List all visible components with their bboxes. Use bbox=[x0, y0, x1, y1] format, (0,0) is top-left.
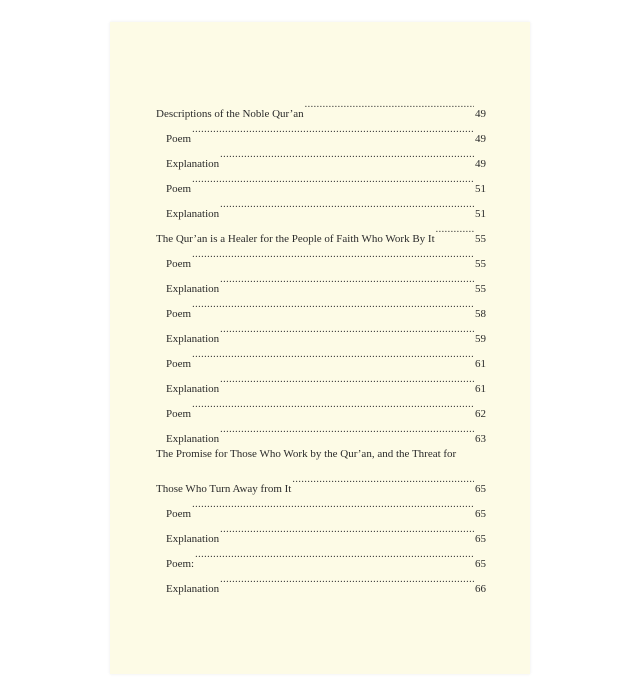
toc-entry-poem bbox=[156, 292, 486, 320]
toc-entry-page: 49 bbox=[475, 108, 486, 120]
dot-leader bbox=[192, 342, 474, 367]
toc-entry-page: 65 bbox=[475, 558, 486, 570]
toc-entry-explanation bbox=[156, 267, 486, 295]
toc-entry-page: 55 bbox=[475, 233, 486, 245]
toc-entry-title: The Promise for Those Who Work by the Qur’an, and the Threat for bbox=[156, 448, 457, 460]
toc-entry-page: 65 bbox=[475, 483, 486, 495]
toc-entry-poem bbox=[156, 117, 486, 145]
toc-entry-poem bbox=[156, 342, 486, 370]
toc-entry-title: The Qur’an is a Healer for the People of Faith Who Work By It bbox=[156, 233, 435, 245]
dot-leader bbox=[220, 267, 474, 292]
dot-leader bbox=[220, 142, 474, 167]
toc-entry-promise-line1 bbox=[156, 442, 486, 467]
toc-entry-title: Poem: bbox=[166, 558, 195, 570]
toc-entry-promise bbox=[156, 467, 486, 495]
toc-entry-poem bbox=[156, 167, 486, 195]
toc-entry-page: 55 bbox=[475, 283, 486, 295]
toc-entry-page: 58 bbox=[475, 308, 486, 320]
toc-entry-page: 51 bbox=[475, 208, 486, 220]
dot-leader bbox=[192, 492, 474, 517]
toc-entry-title: Explanation bbox=[166, 333, 220, 345]
toc-entry-title: Poem bbox=[166, 258, 192, 270]
dot-leader bbox=[436, 217, 474, 242]
toc-entry-title: Descriptions of the Noble Qur’an bbox=[156, 108, 304, 120]
toc-entry-explanation bbox=[156, 142, 486, 170]
toc-entry-page: 62 bbox=[475, 408, 486, 420]
dot-leader bbox=[220, 567, 474, 592]
dot-leader bbox=[292, 467, 474, 492]
toc-entry-title: Explanation bbox=[166, 158, 220, 170]
toc-entry-poem bbox=[156, 392, 486, 420]
toc-entry-page: 66 bbox=[475, 583, 486, 595]
toc-entry-page: 61 bbox=[475, 358, 486, 370]
toc-entry-title: Poem bbox=[166, 358, 192, 370]
dot-leader bbox=[192, 167, 474, 192]
dot-leader bbox=[192, 242, 474, 267]
toc-entry-page: 51 bbox=[475, 183, 486, 195]
dot-leader bbox=[192, 392, 474, 417]
toc-entry-descriptions bbox=[156, 92, 486, 120]
toc-entry-title: Poem bbox=[166, 508, 192, 520]
toc-entry-title: Explanation bbox=[166, 433, 220, 445]
dot-leader bbox=[192, 117, 474, 142]
toc-entry-title: Poem bbox=[166, 308, 192, 320]
toc-entry-explanation bbox=[156, 317, 486, 345]
table-of-contents bbox=[156, 92, 486, 595]
toc-entry-title: Poem bbox=[166, 133, 192, 145]
dot-leader bbox=[195, 542, 474, 567]
toc-entry-poem bbox=[156, 242, 486, 270]
toc-entry-title: Poem bbox=[166, 183, 192, 195]
book-page bbox=[110, 22, 530, 674]
dot-leader bbox=[220, 517, 474, 542]
toc-entry-page: 49 bbox=[475, 133, 486, 145]
toc-entry-page: 63 bbox=[475, 433, 486, 445]
toc-entry-poem bbox=[156, 492, 486, 520]
toc-entry-title: Explanation bbox=[166, 583, 220, 595]
toc-entry-title: Explanation bbox=[166, 383, 220, 395]
toc-entry-title: Explanation bbox=[166, 283, 220, 295]
toc-entry-title: Explanation bbox=[166, 208, 220, 220]
toc-entry-title: Poem bbox=[166, 408, 192, 420]
toc-entry-title: Those Who Turn Away from It bbox=[156, 483, 292, 495]
dot-leader bbox=[220, 367, 474, 392]
toc-entry-explanation bbox=[156, 567, 486, 595]
dot-leader bbox=[305, 92, 474, 117]
dot-leader bbox=[192, 292, 474, 317]
toc-entry-page: 61 bbox=[475, 383, 486, 395]
toc-entry-page: 55 bbox=[475, 258, 486, 270]
toc-entry-poem bbox=[156, 542, 486, 570]
toc-entry-title: Explanation bbox=[166, 533, 220, 545]
toc-entry-page: 59 bbox=[475, 333, 486, 345]
toc-entry-explanation bbox=[156, 417, 486, 445]
toc-entry-explanation bbox=[156, 517, 486, 545]
dot-leader bbox=[220, 192, 474, 217]
toc-entry-page: 65 bbox=[475, 508, 486, 520]
toc-entry-page: 65 bbox=[475, 533, 486, 545]
toc-entry-explanation bbox=[156, 367, 486, 395]
toc-entry-explanation bbox=[156, 192, 486, 220]
dot-leader bbox=[220, 417, 474, 442]
dot-leader bbox=[220, 317, 474, 342]
toc-entry-page: 49 bbox=[475, 158, 486, 170]
